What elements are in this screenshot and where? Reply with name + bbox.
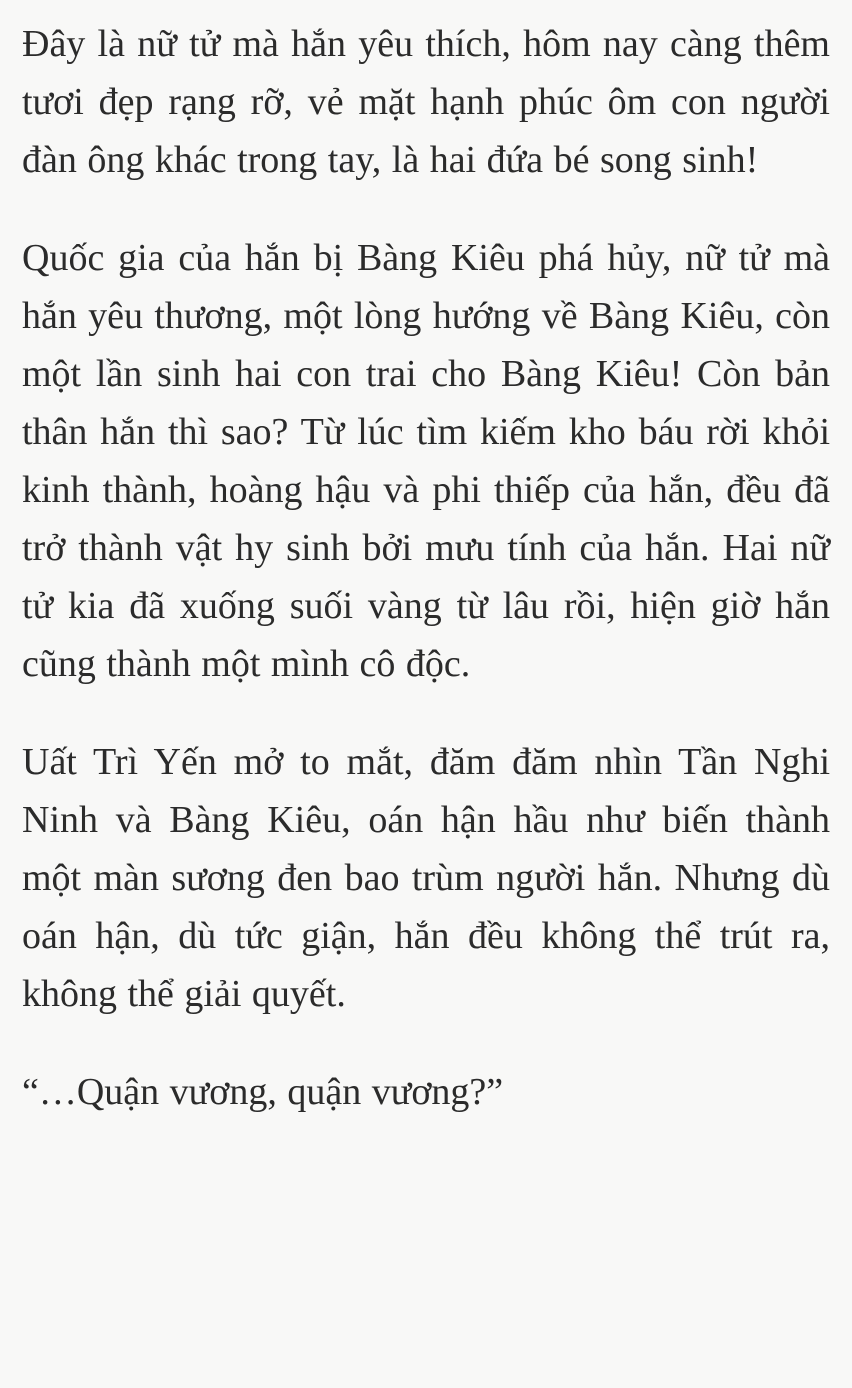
paragraph-dialogue: “…Quận vương, quận vương?” [22,1071,504,1113]
paragraph-3: Uất Trì Yến mở to mắt, đăm đăm nhìn Tần Nghi Ninh và Bàng Kiêu, oán hận hầu như biến thành một màn sương đen bao trùm người hắn. Nhưng dù oán hận, dù tức giận, hắn đều không thể trút ra, không thể giải quyết. [22,741,830,1015]
paragraph-1: Đây là nữ tử mà hắn yêu thích, hôm nay càng thêm tươi đẹp rạng rỡ, vẻ mặt hạnh phúc ôm con người đàn ông khác trong tay, là hai đứa bé song sinh! [22,23,830,181]
paragraph-2: Quốc gia của hắn bị Bàng Kiêu phá hủy, nữ tử mà hắn yêu thương, một lòng hướng về Bàng Kiêu, còn một lần sinh hai con trai cho Bàng Kiêu! Còn bản thân hắn thì sao? Từ lúc tìm kiếm kho báu rời khỏi kinh thành, hoàng hậu và phi thiếp của hắn, đều đã trở thành vật hy sinh bởi mưu tính của hắn. Hai nữ tử kia đã xuống suối vàng từ lâu rồi, hiện giờ hắn cũng thành một mình cô độc. [22,237,830,685]
